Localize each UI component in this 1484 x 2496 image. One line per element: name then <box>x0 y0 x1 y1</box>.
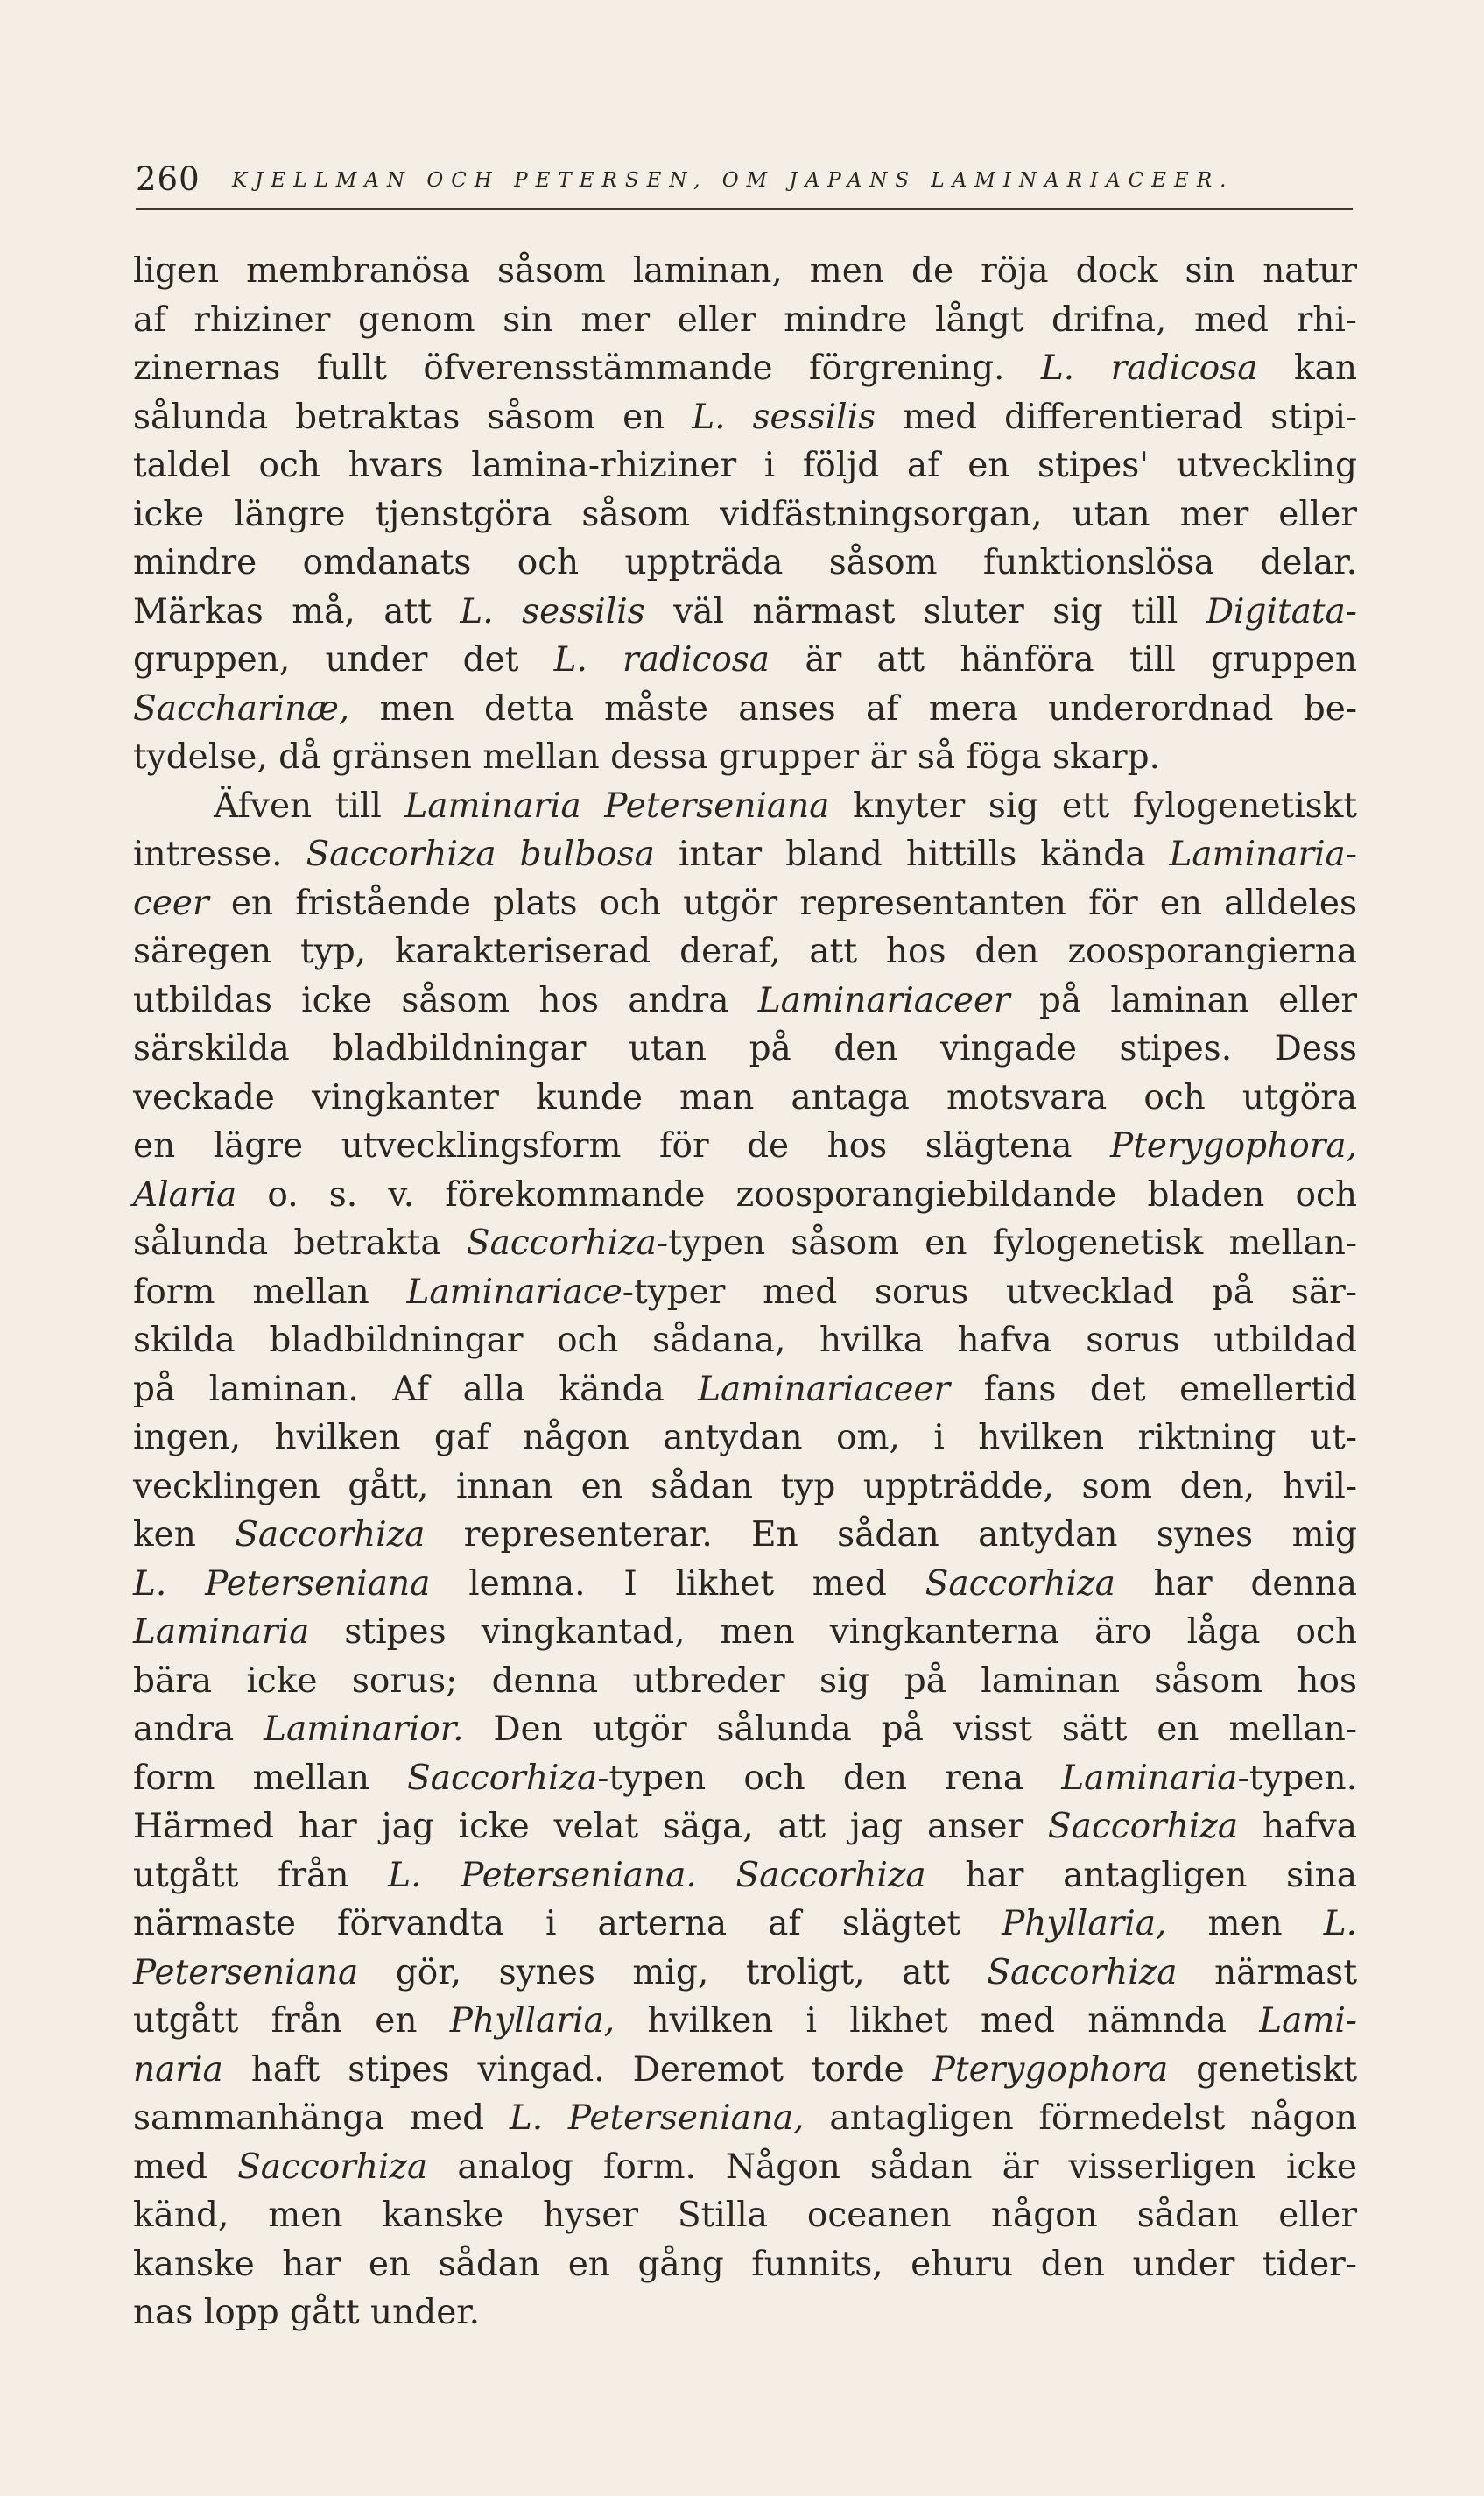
page-header <box>136 160 1361 202</box>
text-line <box>133 2240 1357 2289</box>
text-run: utgått från <box>133 1855 389 1895</box>
text-run: Härmed har jag icke velat säga, att jag anser <box>133 1807 1048 1846</box>
text-line <box>133 1414 1357 1463</box>
text-line <box>133 1997 1357 2046</box>
text-line <box>133 685 1357 734</box>
text-run: gruppen, under det <box>133 640 554 680</box>
text-run: veckade vingkanter kunde man antaga motsvara och utgöra <box>133 1077 1357 1118</box>
text-line <box>133 1463 1357 1512</box>
text-run: -typen såsom en fylogenetisk mellan- <box>657 1223 1357 1263</box>
text-run: antagligen förmedelst någon <box>804 2098 1357 2138</box>
italic-term: Saccorhiza <box>407 1758 598 1798</box>
text-run: Märkas må, att <box>133 591 461 631</box>
italic-term: Saccorhiza <box>237 2147 428 2187</box>
italic-term: naria <box>133 2049 223 2090</box>
text-run: säregen typ, karakteriserad deraf, att hos den zoosporangierna <box>133 932 1357 971</box>
text-run: vecklingen gått, innan en sådan typ uppträdde, som den, hvil- <box>133 1466 1357 1506</box>
text-run: knyter sig ett fylogenetiskt <box>829 786 1358 826</box>
italic-term: Laminaria <box>133 1612 310 1652</box>
text-run: intar bland hittills kända <box>654 835 1170 874</box>
text-line <box>133 1316 1357 1365</box>
italic-term: Saccorhiza <box>735 1855 926 1895</box>
text-line <box>133 441 1357 490</box>
italic-term: Saccorhiza bulbosa <box>306 835 655 874</box>
text-line <box>133 2191 1357 2240</box>
text-run: -typen och den rena <box>597 1758 1062 1798</box>
text-line <box>133 1365 1357 1414</box>
text-run: icke längre tjenstgöra såsom vidfästningsorgan, utan mer eller <box>133 494 1357 534</box>
text-line <box>133 588 1357 637</box>
italic-term: L. Peterseniana. <box>388 1855 697 1895</box>
text-run: -typen. <box>1237 1758 1357 1798</box>
text-run: lemna. I likhet med <box>430 1563 925 1604</box>
text-run: taldel och hvars lamina-rhiziner i följd af en stipes' utveckling <box>133 446 1357 485</box>
text-run: en lägre utvecklingsform för de hos slägtena <box>133 1126 1111 1166</box>
italic-term: Pterygophora, <box>1110 1126 1357 1166</box>
text-line <box>133 2143 1357 2192</box>
text-run: tydelse, då gränsen mellan dessa grupper är så föga skarp. <box>133 737 1160 777</box>
text-run: kanske har en sådan en gång funnits, ehuru den under tider- <box>133 2244 1357 2284</box>
text-line <box>133 879 1357 928</box>
text-run: sålunda betraktas såsom en <box>133 397 693 437</box>
text-run: genetiskt <box>1168 2049 1358 2090</box>
text-run: en fristående plats och utgör representanten för en alldeles <box>208 883 1357 923</box>
text-line <box>133 1268 1357 1317</box>
text-run: fans det emellertid <box>950 1369 1357 1409</box>
italic-term: Saccorhiza <box>1047 1807 1239 1846</box>
running-title: KJELLMAN OCH PETERSEN, OM JAPANS LAMINARIACEER. <box>232 169 1234 192</box>
text-run: mindre omdanats och uppträda såsom funktionslösa delar. <box>133 543 1357 582</box>
text-line <box>133 1025 1357 1074</box>
text-run: men <box>1166 1904 1324 1943</box>
italic-term: Laminaria Peterseniana <box>404 786 830 826</box>
text-run: nas lopp gått under. <box>133 2293 481 2332</box>
text-run: form mellan <box>133 1758 408 1798</box>
text-run: närmaste förvandta i arterna af slägtet <box>133 1904 1002 1943</box>
text-line <box>133 1171 1357 1220</box>
header-rule <box>136 208 1353 210</box>
italic-term: Saccorhiza <box>235 1515 426 1555</box>
italic-term: L. Peterseniana, <box>509 2098 805 2138</box>
text-run: haft stipes vingad. Deremot torde <box>222 2049 932 2090</box>
text-run: på laminan eller <box>1009 980 1358 1020</box>
italic-term: L. Peterseniana <box>133 1563 431 1604</box>
italic-term: ceer <box>133 883 209 923</box>
text-run: ligen membranösa såsom laminan, men de röja dock sin natur <box>133 251 1357 291</box>
text-line <box>133 1074 1357 1123</box>
text-run <box>697 1856 736 1895</box>
italic-term: Laminarior. <box>264 1710 464 1749</box>
text-line <box>133 1657 1357 1706</box>
text-run: form mellan <box>133 1272 407 1312</box>
text-line <box>133 1754 1357 1803</box>
text-line <box>133 1608 1357 1657</box>
text-run: o. s. v. förekommande zoosporangiebildande bladen och <box>236 1174 1357 1215</box>
text-run: Den utgör sålunda på visst sätt en mellan- <box>463 1710 1357 1749</box>
text-run: ken <box>133 1515 236 1555</box>
text-line <box>133 344 1357 393</box>
italic-term: Laminariaceer <box>757 980 1010 1020</box>
italic-term: Phyllaria, <box>1002 1904 1167 1943</box>
italic-term: Pterygophora <box>932 2049 1169 2090</box>
italic-term: Lami- <box>1259 2001 1357 2041</box>
text-line <box>133 247 1357 296</box>
text-run: sålunda betrakta <box>133 1223 467 1263</box>
text-run: representerar. En sådan antydan synes mig <box>425 1515 1357 1555</box>
italic-term: Phyllaria, <box>449 2001 615 2041</box>
italic-term: Laminariaceer <box>698 1369 951 1409</box>
text-run: skilda bladbildningar och sådana, hvilka hafva sorus utbildad <box>133 1321 1357 1360</box>
text-run: närmast <box>1177 1952 1357 1992</box>
text-run: intresse. <box>133 835 306 874</box>
text-run: sammanhänga med <box>133 2098 510 2138</box>
text-line <box>133 830 1357 879</box>
text-run: zinernas fullt öfverensstämmande förgrening. <box>133 349 1041 388</box>
italic-term: L. radicosa <box>553 640 770 680</box>
italic-term: L. radicosa <box>1040 349 1258 388</box>
text-run: bära icke sorus; denna utbreder sig på laminan såsom hos <box>133 1660 1357 1701</box>
italic-term: Laminariace <box>406 1272 622 1312</box>
text-run: väl närmast sluter sig till <box>644 591 1206 631</box>
italic-term: Laminaria <box>1061 1758 1238 1798</box>
text-line <box>133 1560 1357 1609</box>
italic-term: Digitata- <box>1206 591 1357 631</box>
text-run: särskilda bladbildningar utan på den vingade stipes. Dess <box>133 1029 1357 1068</box>
italic-term: Peterseniana <box>133 1952 359 1992</box>
italic-term: Saccorhiza <box>466 1223 658 1263</box>
text-run: af rhiziner genom sin mer eller mindre långt drifna, med rhi- <box>133 300 1357 340</box>
text-line <box>133 1219 1357 1268</box>
text-run: -typer med sorus utvecklad på sär- <box>622 1272 1357 1312</box>
body-text <box>133 247 1357 2337</box>
text-line <box>133 1851 1357 1900</box>
italic-term: L. <box>1323 1904 1357 1943</box>
italic-term: Saccorhiza <box>987 1952 1178 1992</box>
text-run: är att hänföra till gruppen <box>770 640 1357 680</box>
text-run: hvilken i likhet med nämnda <box>615 2001 1260 2041</box>
text-run: gör, synes mig, troligt, att <box>358 1952 988 1992</box>
text-run: utbildas icke såsom hos andra <box>133 980 758 1020</box>
text-line <box>133 296 1357 345</box>
text-line <box>133 2288 1357 2337</box>
text-run: ingen, hvilken gaf någon antydan om, i hvilken riktning ut- <box>133 1418 1357 1457</box>
text-line <box>133 977 1357 1026</box>
text-run: har denna <box>1115 1563 1358 1604</box>
text-line <box>133 490 1357 539</box>
italic-term: L. sessilis <box>692 397 876 437</box>
text-run: stipes vingkantad, men vingkanterna äro låga och <box>309 1612 1357 1652</box>
text-line <box>133 1705 1357 1754</box>
text-line <box>133 1949 1357 1998</box>
text-line <box>133 927 1357 977</box>
text-run: andra <box>133 1710 264 1749</box>
text-line <box>133 636 1357 685</box>
text-line <box>133 2046 1357 2095</box>
text-run: på laminan. Af alla kända <box>133 1369 699 1409</box>
italic-term: L. sessilis <box>460 591 645 631</box>
italic-term: Alaria <box>133 1174 237 1215</box>
text-line <box>133 782 1357 831</box>
text-run: kan <box>1257 349 1357 388</box>
text-run: känd, men kanske hyser Stilla oceanen någon sådan eller <box>133 2196 1357 2235</box>
text-line <box>133 733 1357 782</box>
italic-term: Saccorhiza <box>925 1563 1115 1604</box>
text-run: med differentierad stipi- <box>876 397 1357 437</box>
page-number: 260 <box>136 160 200 198</box>
text-run: utgått från en <box>133 2001 450 2041</box>
text-line <box>133 393 1357 442</box>
text-run: har antagligen sina <box>925 1855 1357 1895</box>
text-line <box>133 1802 1357 1851</box>
text-run: analog form. Någon sådan är visserligen icke <box>427 2147 1357 2187</box>
text-line <box>133 1900 1357 1949</box>
text-line <box>133 2094 1357 2143</box>
text-line <box>133 539 1357 588</box>
text-line <box>133 1122 1357 1171</box>
text-run: med <box>133 2147 238 2187</box>
text-line <box>133 1511 1357 1560</box>
italic-term: Laminaria- <box>1169 835 1357 874</box>
text-run: Äfven till <box>214 786 405 826</box>
text-run: men detta måste anses af mera underordnad be- <box>349 688 1357 729</box>
text-run: hafva <box>1238 1807 1357 1846</box>
italic-term: Saccharinæ, <box>133 688 350 729</box>
